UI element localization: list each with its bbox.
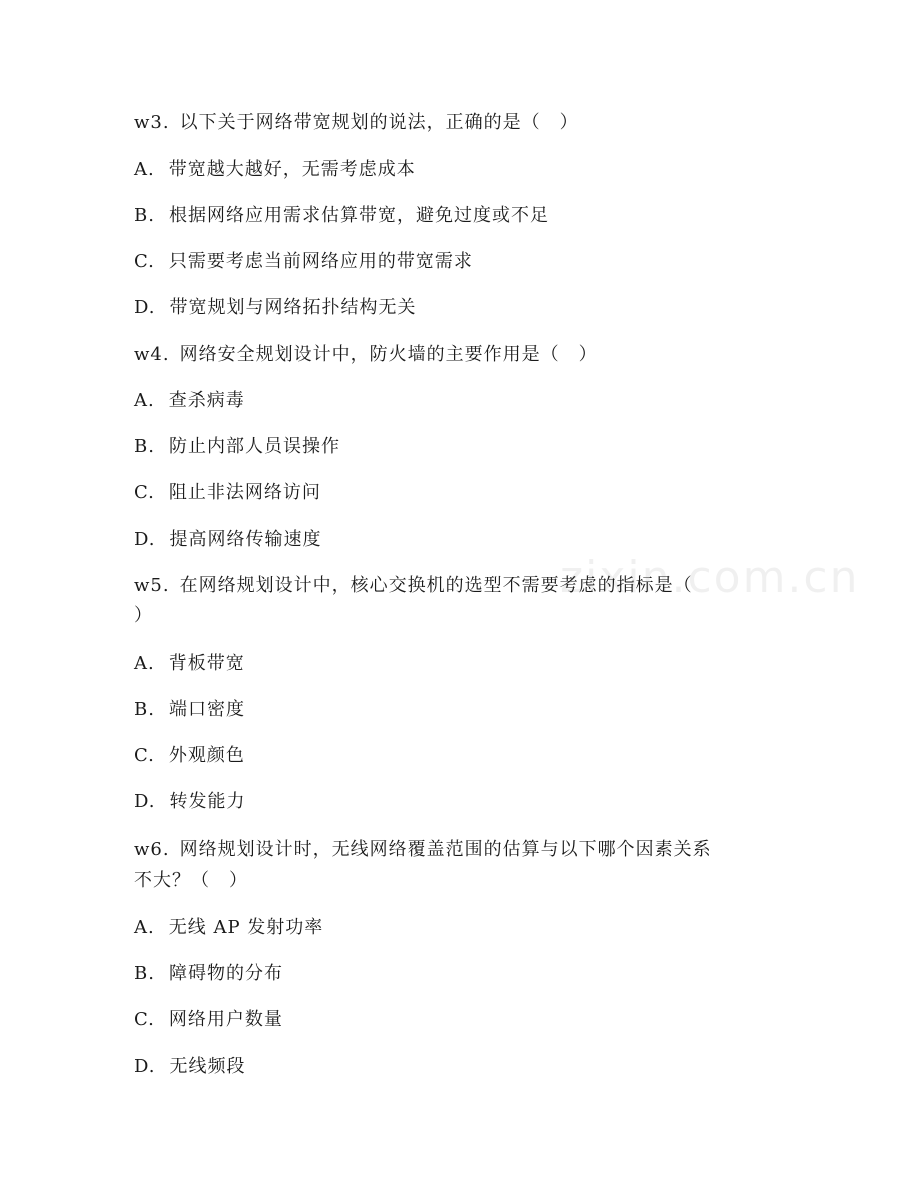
question-text: 在网络规划设计中，核心交换机的选型不需要考虑的指标是（ [179,575,693,596]
option-letter: A. [134,653,155,674]
question-w5-continued [134,606,784,626]
option-text: 查杀病毒 [168,390,245,411]
question-text: 网络规划设计时，无线网络覆盖范围的估算与以下哪个因素关系 [179,839,712,860]
option-letter: C. [134,482,155,503]
option-letter: C. [134,1009,155,1030]
option-text: 带宽规划与网络拓扑结构无关 [169,297,417,318]
question-number: w3. [134,112,170,133]
question-w6-continued [134,871,784,891]
option-text: 防止内部人员误操作 [168,436,340,457]
option-letter: D. [134,1056,156,1077]
option-text: 障碍物的分布 [168,963,283,984]
option-b [134,964,784,984]
option-a [134,654,784,674]
option-text: 端口密度 [168,699,245,720]
option-letter: D. [134,791,156,812]
option-letter: D. [134,297,156,318]
option-letter: D. [134,529,156,550]
option-a [134,391,784,411]
option-d [134,792,784,812]
question-number: w4. [134,344,170,365]
question-number: w5. [134,575,170,596]
option-letter: C. [134,251,155,272]
option-text: 转发能力 [169,791,246,812]
option-text: 只需要考虑当前网络应用的带宽需求 [168,251,473,272]
option-c [134,483,784,503]
option-d [134,1057,784,1077]
option-b [134,206,784,226]
option-letter: B. [134,963,155,984]
option-text: 背板带宽 [168,653,245,674]
option-a [134,160,784,180]
option-d [134,298,784,318]
option-b [134,700,784,720]
option-letter: B. [134,699,155,720]
option-text: 带宽越大越好，无需考虑成本 [168,159,416,180]
question-text: 以下关于网络带宽规划的说法，正确的是（ ） [179,112,579,133]
question-text-continued: 不大？（ ） [134,870,248,891]
option-d [134,530,784,550]
option-text: 提高网络传输速度 [169,529,322,550]
question-w5 [134,576,784,596]
question-number: w6. [134,839,170,860]
option-text: 网络用户数量 [168,1009,283,1030]
option-text: 阻止非法网络访问 [168,482,321,503]
question-w6 [134,840,784,860]
option-a [134,918,784,938]
option-letter: A. [134,390,155,411]
option-c [134,252,784,272]
question-text-continued: ） [134,605,153,626]
option-b [134,437,784,457]
question-w3 [134,113,784,133]
option-letter: B. [134,205,155,226]
option-text: 根据网络应用需求估算带宽，避免过度或不足 [168,205,549,226]
question-text: 网络安全规划设计中，防火墙的主要作用是（ ） [179,344,598,365]
option-text: 外观颜色 [168,745,245,766]
option-c [134,1010,784,1030]
option-letter: A. [134,917,155,938]
question-w4 [134,345,784,365]
option-text: 无线 AP 发射功率 [168,917,324,938]
option-letter: B. [134,436,155,457]
watermark: zixin.com.cn [560,552,860,603]
option-letter: A. [134,159,155,180]
option-c [134,746,784,766]
option-letter: C. [134,745,155,766]
option-text: 无线频段 [169,1056,246,1077]
